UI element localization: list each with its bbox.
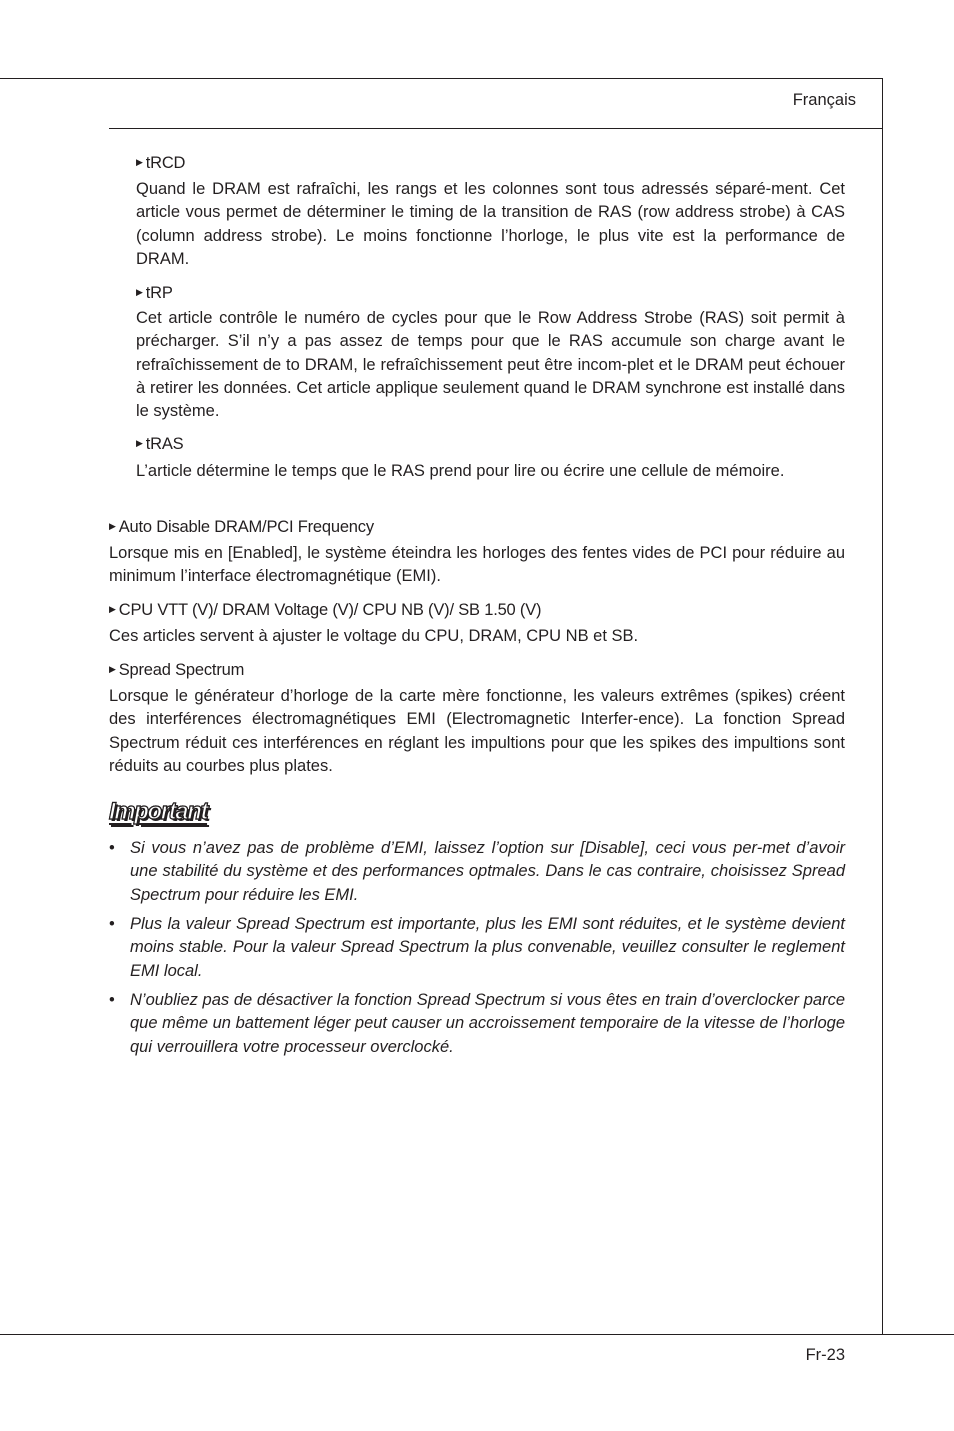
item-heading-label: CPU VTT (V)/ DRAM Voltage (V)/ CPU NB (V)/ SB 1.50 (V) [118,601,542,619]
page-number: Fr-23 [805,1346,845,1364]
language-label: Français [792,91,856,109]
top-rule [0,78,883,79]
important-note [109,913,845,983]
important-title: Important [109,798,208,825]
item-heading-tras [136,435,183,454]
item-body-trcd: Quand le DRAM est rafraîchi, les rangs et les colonnes sont tous adressés séparé-ment. Cet article vous permet de déterminer le timing de la transition de RAS (row address strobe) à CAS (column address strobe). Le moins fonctionne l’horloge, le plus vite est la performance de DRAM. [136,180,845,268]
item-heading-label: tRAS [145,435,184,453]
item-body-spread-spectrum: Lorsque le générateur d’horloge de la carte mère fonctionne, les valeurs extrêmes (spikes) créent des interférences électromagnétiques EMI (Electromagnetic Interfer-ence). La fonction Spread Spectrum réduit ces interférences en réglant les impultions pour que les spikes des impultions sont réduits au courbes plus plates. [109,687,845,775]
triangle-right-icon: ▶ [136,438,143,448]
important-note [109,837,845,907]
item-body-tras: L’article détermine le temps que le RAS prend pour lire ou écrire une cellule de mémoire. [136,462,785,480]
item-heading-trcd [136,154,185,173]
bullet-icon: • [109,839,115,857]
item-heading-spread-spectrum [109,661,244,680]
triangle-right-icon: ▶ [109,664,116,674]
item-heading-label: Spread Spectrum [118,661,245,679]
item-heading-auto-disable [109,518,374,537]
bullet-icon: • [109,915,115,933]
header-rule [109,128,883,129]
note-text: Si vous n’avez pas de problème d’EMI, laissez l’option sur [Disable], ceci vous per-met d’avoir une stabilité du système et des performances optmales. Dans le cas contraire, choisissez Spread Spectrum pour réduire les EMI. [130,839,845,904]
triangle-right-icon: ▶ [109,521,116,531]
note-text: Plus la valeur Spread Spectrum est importante, plus les EMI sont réduites, et le système devient moins stable. Pour la valeur Spread Spectrum la plus convenable, veuillez consulter le reglement EMI local. [130,915,845,980]
bottom-rule [0,1334,954,1335]
item-body-voltage: Ces articles servent à ajuster le voltage du CPU, DRAM, CPU NB et SB. [109,627,639,645]
item-heading-trp [136,284,173,303]
item-body-trp: Cet article contrôle le numéro de cycles pour que le Row Address Strobe (RAS) soit permit à précharger. S’il n’y a pas assez de temps pour que le RAS accumule son charge avant le refraîchissement de to DRAM, le refraîchissement peut être incom-plet et le DRAM peut échouer à retirer les données. Cet article applique seulement quand le DRAM synchrone est installé dans le système. [136,309,845,421]
triangle-right-icon: ▶ [136,287,143,297]
item-heading-label: Auto Disable DRAM/PCI Frequency [118,518,374,536]
item-heading-voltage [109,601,541,620]
item-heading-label: tRP [145,284,173,302]
right-margin-rule [882,78,883,1335]
bullet-icon: • [109,991,115,1009]
triangle-right-icon: ▶ [109,604,116,614]
important-note [109,989,845,1059]
note-text: N’oubliez pas de désactiver la fonction Spread Spectrum si vous êtes en train d’overclocker parce que même un battement léger peut causer un accroissement temporaire de la vitesse de l’horloge qui verrouillera votre processeur overclocké. [130,991,845,1056]
item-heading-label: tRCD [145,154,186,172]
item-body-auto-disable: Lorsque mis en [Enabled], le système éteindra les horloges des fentes vides de PCI pour réduire au minimum l’interface électromagnétique (EMI). [109,544,845,586]
triangle-right-icon: ▶ [136,157,143,167]
